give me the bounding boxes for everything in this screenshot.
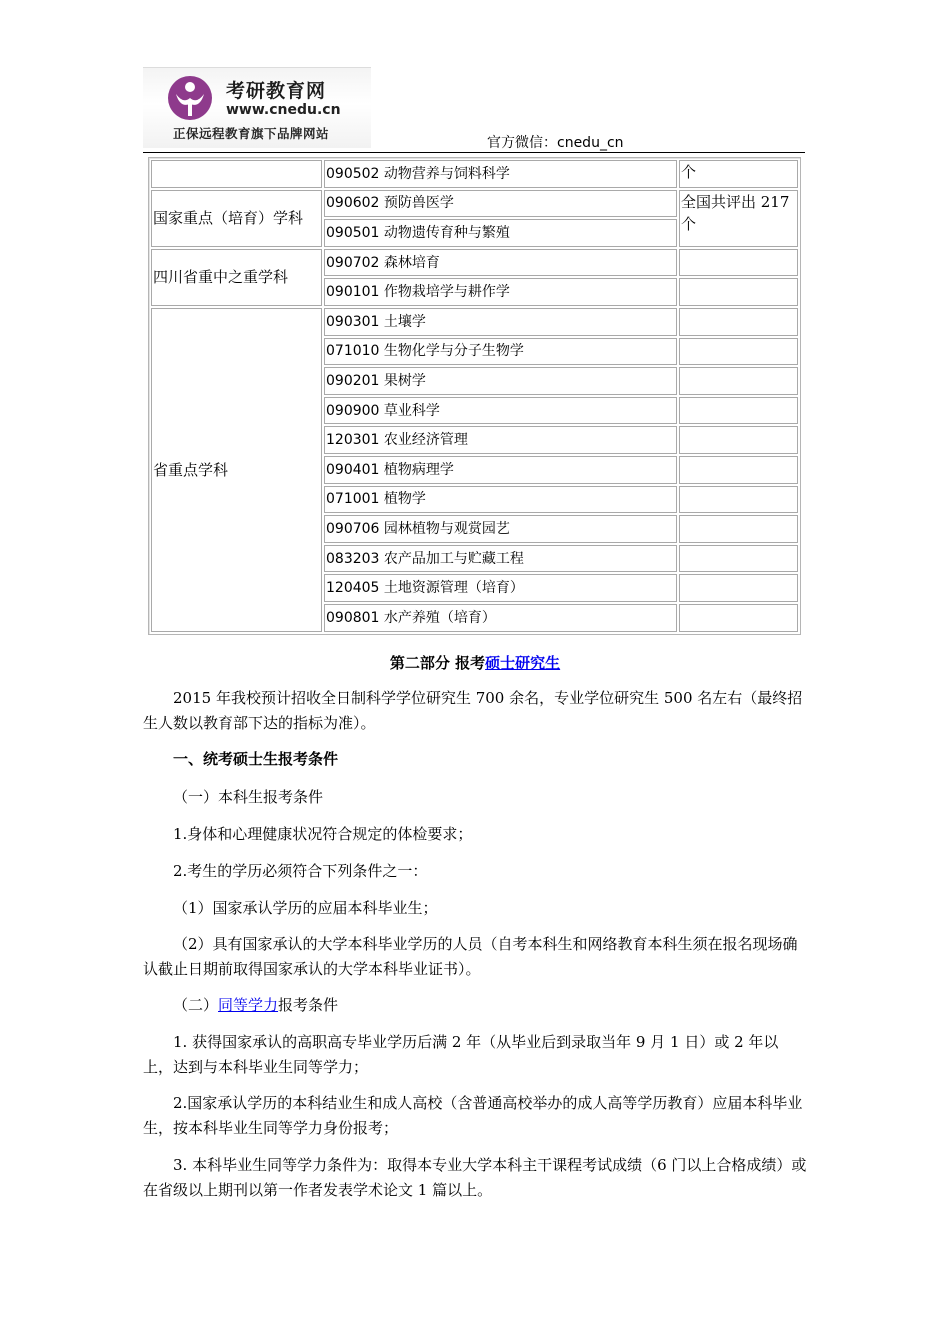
- discipline-cell: 083203 农产品加工与贮藏工程: [324, 545, 677, 573]
- table-row: [151, 249, 798, 277]
- category-cell: 省重点学科: [151, 308, 322, 632]
- table-row: [151, 160, 798, 188]
- note-cell: [679, 515, 798, 543]
- part-suffix: 报考条件: [278, 996, 339, 1014]
- discipline-cell: 090201 果树学: [324, 367, 677, 395]
- discipline-cell: 090502 动物营养与饲料科学: [324, 160, 677, 188]
- discipline-cell: 090602 预防兽医学: [324, 190, 677, 218]
- condition-subitem: （2）具有国家承认的大学本科毕业学历的人员（自考本科生和网络教育本科生须在报名现场确认截止日期前取得国家承认的大学本科毕业证书）。: [143, 935, 798, 978]
- note-cell: [679, 545, 798, 573]
- note-cell: [679, 338, 798, 366]
- person-flower-logo-icon: [166, 74, 214, 122]
- note-cell: 全国共评出 217 个: [679, 190, 798, 247]
- discipline-cell: 120301 农业经济管理: [324, 426, 677, 454]
- equivalent-education-link[interactable]: 同等学力: [218, 996, 279, 1014]
- condition-item: 2.国家承认学历的本科结业生和成人高校（含普通高校举办的成人高等学历教育）应届本科毕业生，按本科毕业生同等学力身份报考；: [143, 1094, 803, 1137]
- brand-title: 考研教育网: [226, 80, 327, 102]
- note-cell: [679, 397, 798, 425]
- brand-url: www.cnedu.cn: [226, 102, 341, 118]
- site-logo[interactable]: [143, 67, 371, 148]
- part-prefix: （二）: [173, 996, 219, 1014]
- section-heading: [0, 652, 950, 673]
- condition-item: 1. 获得国家承认的高职高专毕业学历后满 2 年（从毕业后到录取当年 9 月 1 日）或 2 年以上，达到与本科毕业生同等学力；: [143, 1033, 779, 1076]
- category-cell: [151, 160, 322, 188]
- intro-paragraph: 2015 年我校预计招收全日制科学学位研究生 700 余名，专业学位研究生 500 名左右（最终招生人数以教育部下达的指标为准）。: [143, 689, 803, 732]
- wechat-id: cnedu_cn: [557, 135, 624, 151]
- discipline-cell: 090706 园林植物与观赏园艺: [324, 515, 677, 543]
- discipline-cell: 071010 生物化学与分子生物学: [324, 338, 677, 366]
- condition-subitem: （1）国家承认学历的应届本科毕业生；: [173, 899, 438, 917]
- note-cell: [679, 308, 798, 336]
- discipline-cell: 090702 森林培育: [324, 249, 677, 277]
- masters-link[interactable]: 硕士研究生: [485, 654, 561, 672]
- condition-item: 3. 本科毕业生同等学力条件为：取得本专业大学本科主干课程考试成绩（6 门以上合格成绩）或在省级以上期刊以第一作者发表学术论文 1 篇以上。: [143, 1156, 807, 1199]
- note-cell: [679, 249, 798, 277]
- note-cell: [679, 426, 798, 454]
- brand-subtitle: 正保远程教育旗下品牌网站: [173, 126, 330, 141]
- wechat-info: [487, 132, 624, 152]
- note-cell: [679, 574, 798, 602]
- discipline-cell: 090301 土壤学: [324, 308, 677, 336]
- table-row: [151, 190, 798, 218]
- category-cell: 四川省重中之重学科: [151, 249, 322, 306]
- header-divider: [143, 152, 805, 153]
- condition-item: 2.考生的学历必须符合下列条件之一：: [173, 862, 428, 880]
- subsection-title: 一、统考硕士生报考条件: [173, 750, 339, 768]
- discipline-cell: 090501 动物遗传育种与繁殖: [324, 219, 677, 247]
- table-row: [151, 308, 798, 336]
- part-title: （一）本科生报考条件: [173, 788, 324, 806]
- note-cell: [679, 486, 798, 514]
- discipline-cell: 071001 植物学: [324, 486, 677, 514]
- discipline-cell: 090401 植物病理学: [324, 456, 677, 484]
- discipline-cell: 090101 作物栽培学与耕作学: [324, 278, 677, 306]
- category-cell: 国家重点（培育）学科: [151, 190, 322, 247]
- note-cell: [679, 604, 798, 632]
- heading-text: 第二部分 报考: [389, 654, 486, 672]
- discipline-cell: 090900 草业科学: [324, 397, 677, 425]
- note-cell: [679, 367, 798, 395]
- discipline-cell: 120405 土地资源管理（培育）: [324, 574, 677, 602]
- wechat-label: 官方微信：: [487, 135, 557, 151]
- note-cell: [679, 278, 798, 306]
- discipline-table: [148, 157, 801, 635]
- part-title: [143, 993, 807, 1018]
- note-cell: [679, 456, 798, 484]
- note-cell: 个: [679, 160, 798, 188]
- condition-item: 1.身体和心理健康状况符合规定的体检要求；: [173, 825, 473, 843]
- discipline-cell: 090801 水产养殖（培育）: [324, 604, 677, 632]
